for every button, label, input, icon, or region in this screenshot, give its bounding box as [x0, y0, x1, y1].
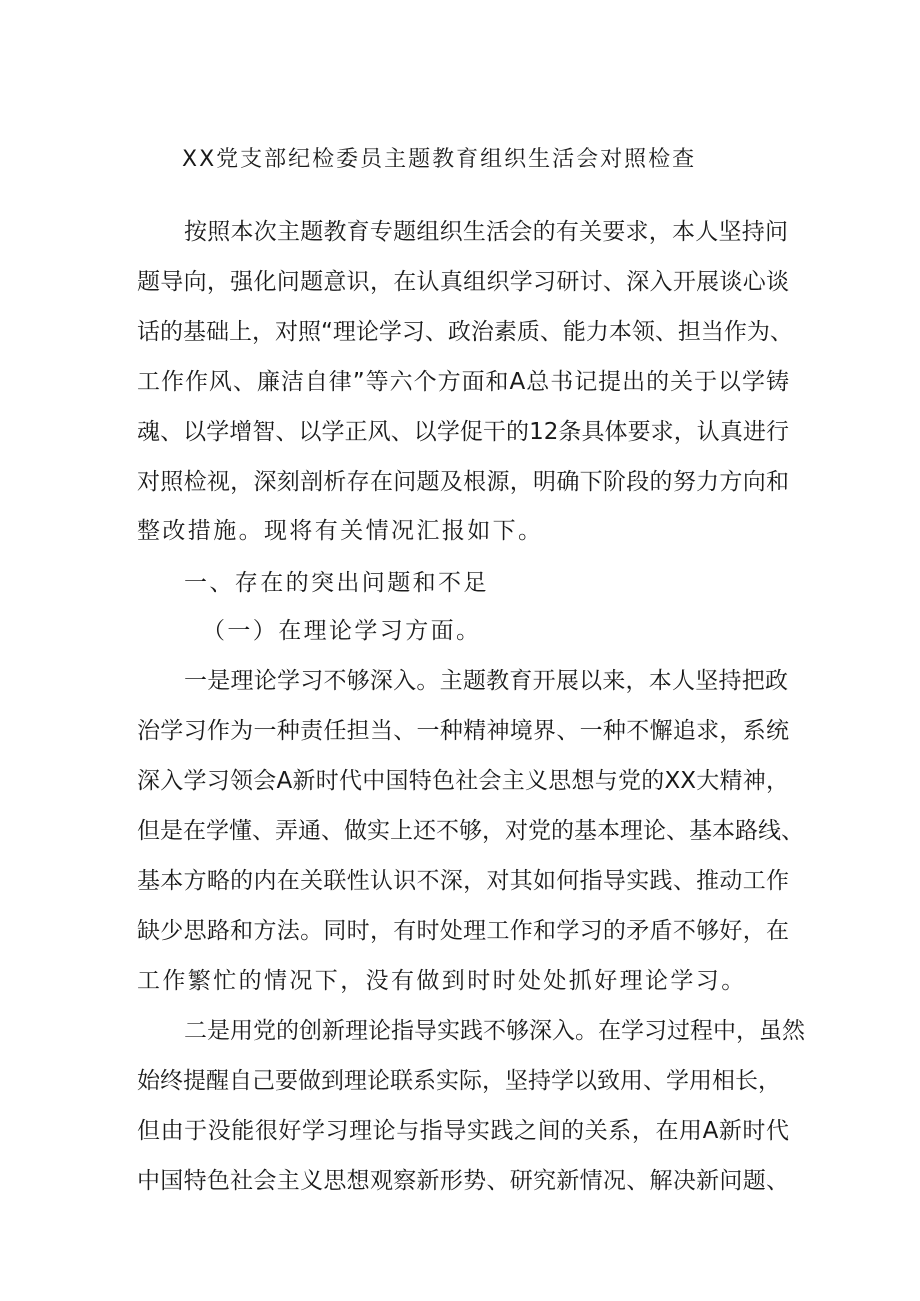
section-heading: 一、存在的突出问题和不足 [184, 570, 489, 596]
intro-line-7: 整改措施。现将有关情况汇报如下。 [137, 518, 544, 544]
intro-line-1: 按照本次主题教育专题组织生活会的有关要求，本人坚持问 [184, 219, 788, 245]
subsection-heading: （一）在理论学习方面。 [202, 618, 482, 644]
para1-line-4: 但是在学懂、弄通、做实上还不够，对党的基本理论、基本路线、 [137, 818, 804, 844]
document-title: XX党支部纪检委员主题教育组织生活会对照检查 [182, 147, 697, 172]
intro-line-5: 魂、以学增智、以学正风、以学促干的12条具体要求，认真进行 [137, 419, 789, 445]
para2-line-2: 始终提醒自己要做到理论联系实际，坚持学以致用、学用相长， [137, 1068, 781, 1094]
para2-line-4: 中国特色社会主义思想观察新形势、研究新情况、解决新问题、 [137, 1168, 789, 1194]
intro-line-6: 对照检视，深刻剖析存在问题及根源，明确下阶段的努力方向和 [137, 469, 789, 495]
para2-line-3: 但由于没能很好学习理论与指导实践之间的关系，在用A新时代 [137, 1118, 789, 1144]
intro-line-2: 题导向，强化问题意识，在认真组织学习研讨、深入开展谈心谈 [137, 269, 789, 295]
para2-line-1: 二是用党的创新理论指导实践不够深入。在学习过程中，虽然 [184, 1018, 805, 1044]
intro-line-4: 工作作风、廉洁自律”等六个方面和A总书记提出的关于以学铸 [137, 369, 789, 395]
para1-line-1: 一是理论学习不够深入。主题教育开展以来，本人坚持把政 [184, 668, 788, 694]
para1-line-5: 基本方略的内在关联性认识不深，对其如何指导实践、推动工作 [137, 868, 789, 894]
para1-line-7: 工作繁忙的情况下，没有做到时时处处抓好理论学习。 [137, 968, 747, 994]
para1-line-6: 缺少思路和方法。同时，有时处理工作和学习的矛盾不够好，在 [137, 918, 789, 944]
para1-line-3: 深入学习领会A新时代中国特色社会主义思想与党的XX大精神， [137, 768, 789, 794]
intro-line-3: 话的基础上，对照“理论学习、政治素质、能力本领、担当作为、 [137, 319, 793, 345]
para1-line-2: 治学习作为一种责任担当、一种精神境界、一种不懈追求，系统 [137, 718, 789, 744]
